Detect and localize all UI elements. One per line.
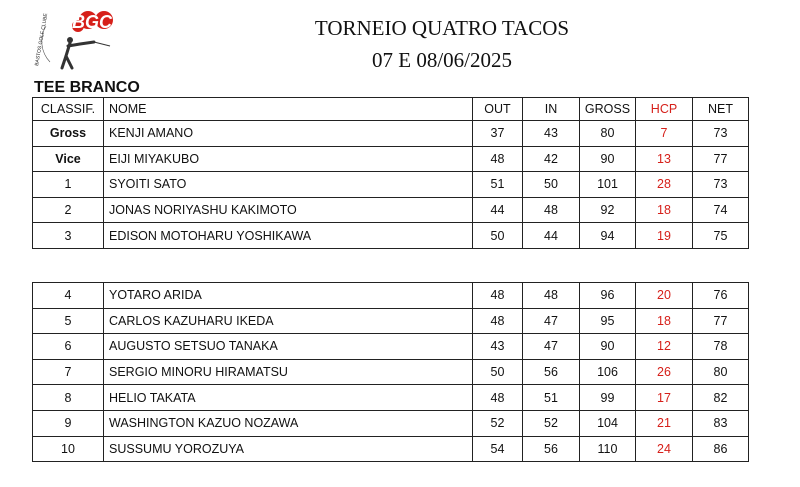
name-cell: YOTARO ARIDA	[104, 283, 473, 309]
col-net: NET	[693, 98, 749, 121]
classif-cell: 8	[33, 385, 104, 411]
out-cell: 52	[473, 410, 523, 436]
in-cell: 56	[523, 359, 580, 385]
net-cell: 73	[693, 172, 749, 198]
out-cell: 48	[473, 283, 523, 309]
classif-cell: 3	[33, 223, 104, 249]
in-cell: 52	[523, 410, 580, 436]
logo-ring-text: BASTOS GOLF CLUBE	[34, 12, 50, 67]
name-cell: KENJI AMANO	[104, 121, 473, 147]
hcp-cell: 19	[636, 223, 693, 249]
classif-cell: 10	[33, 436, 104, 462]
net-cell: 82	[693, 385, 749, 411]
in-cell: 50	[523, 172, 580, 198]
classif-cell: 6	[33, 334, 104, 360]
tee-label: TEE BRANCO	[34, 79, 140, 96]
in-cell: 48	[523, 197, 580, 223]
in-cell: 47	[523, 334, 580, 360]
net-cell: 86	[693, 436, 749, 462]
results-table-top	[32, 97, 749, 249]
hcp-cell: 26	[636, 359, 693, 385]
col-classif: CLASSIF.	[33, 98, 104, 121]
net-cell: 80	[693, 359, 749, 385]
hcp-cell: 21	[636, 410, 693, 436]
gross-cell: 99	[580, 385, 636, 411]
tournament-date: 07 E 08/06/2025	[372, 48, 512, 72]
out-cell: 48	[473, 308, 523, 334]
classif-cell: 1	[33, 172, 104, 198]
gross-cell: 96	[580, 283, 636, 309]
out-cell: 43	[473, 334, 523, 360]
table-row	[33, 197, 749, 223]
table-row	[33, 385, 749, 411]
in-cell: 43	[523, 121, 580, 147]
net-cell: 74	[693, 197, 749, 223]
in-cell: 51	[523, 385, 580, 411]
table-row	[33, 308, 749, 334]
results-table-bottom	[32, 282, 749, 462]
hcp-cell: 20	[636, 283, 693, 309]
table-header-row	[33, 98, 749, 121]
net-cell: 78	[693, 334, 749, 360]
name-cell: EDISON MOTOHARU YOSHIKAWA	[104, 223, 473, 249]
gross-cell: 94	[580, 223, 636, 249]
table-row	[33, 359, 749, 385]
hcp-cell: 13	[636, 146, 693, 172]
out-cell: 48	[473, 385, 523, 411]
classif-cell: 7	[33, 359, 104, 385]
name-cell: SERGIO MINORU HIRAMATSU	[104, 359, 473, 385]
hcp-cell: 18	[636, 197, 693, 223]
gross-cell: 80	[580, 121, 636, 147]
classif-cell: Vice	[33, 146, 104, 172]
name-cell: WASHINGTON KAZUO NOZAWA	[104, 410, 473, 436]
out-cell: 54	[473, 436, 523, 462]
name-cell: JONAS NORIYASHU KAKIMOTO	[104, 197, 473, 223]
classif-cell: 4	[33, 283, 104, 309]
hcp-cell: 7	[636, 121, 693, 147]
gross-cell: 104	[580, 410, 636, 436]
gross-cell: 90	[580, 334, 636, 360]
in-cell: 48	[523, 283, 580, 309]
col-in: IN	[523, 98, 580, 121]
name-cell: SYOITI SATO	[104, 172, 473, 198]
net-cell: 83	[693, 410, 749, 436]
col-nome: NOME	[104, 98, 473, 121]
out-cell: 51	[473, 172, 523, 198]
logo-text: BGC	[72, 12, 112, 32]
classif-cell: Gross	[33, 121, 104, 147]
out-cell: 44	[473, 197, 523, 223]
table-row	[33, 283, 749, 309]
col-hcp: HCP	[636, 98, 693, 121]
col-gross: GROSS	[580, 98, 636, 121]
in-cell: 56	[523, 436, 580, 462]
table-row	[33, 172, 749, 198]
tournament-title: TORNEIO QUATRO TACOS	[314, 16, 570, 40]
out-cell: 48	[473, 146, 523, 172]
hcp-cell: 17	[636, 385, 693, 411]
table-row	[33, 223, 749, 249]
hcp-cell: 12	[636, 334, 693, 360]
out-cell: 50	[473, 223, 523, 249]
gross-cell: 90	[580, 146, 636, 172]
out-cell: 37	[473, 121, 523, 147]
col-out: OUT	[473, 98, 523, 121]
net-cell: 77	[693, 308, 749, 334]
hcp-cell: 28	[636, 172, 693, 198]
name-cell: HELIO TAKATA	[104, 385, 473, 411]
in-cell: 47	[523, 308, 580, 334]
name-cell: SUSSUMU YOROZUYA	[104, 436, 473, 462]
classif-cell: 9	[33, 410, 104, 436]
gross-cell: 110	[580, 436, 636, 462]
in-cell: 42	[523, 146, 580, 172]
hcp-cell: 24	[636, 436, 693, 462]
out-cell: 50	[473, 359, 523, 385]
net-cell: 73	[693, 121, 749, 147]
net-cell: 77	[693, 146, 749, 172]
table-row	[33, 410, 749, 436]
net-cell: 75	[693, 223, 749, 249]
name-cell: CARLOS KAZUHARU IKEDA	[104, 308, 473, 334]
name-cell: AUGUSTO SETSUO TANAKA	[104, 334, 473, 360]
table-row	[33, 146, 749, 172]
gross-cell: 106	[580, 359, 636, 385]
classif-cell: 2	[33, 197, 104, 223]
classif-cell: 5	[33, 308, 104, 334]
gross-cell: 92	[580, 197, 636, 223]
gross-cell: 95	[580, 308, 636, 334]
name-cell: EIJI MIYAKUBO	[104, 146, 473, 172]
net-cell: 76	[693, 283, 749, 309]
gross-cell: 101	[580, 172, 636, 198]
hcp-cell: 18	[636, 308, 693, 334]
table-row	[33, 121, 749, 147]
table-row	[33, 334, 749, 360]
in-cell: 44	[523, 223, 580, 249]
table-row	[33, 436, 749, 462]
